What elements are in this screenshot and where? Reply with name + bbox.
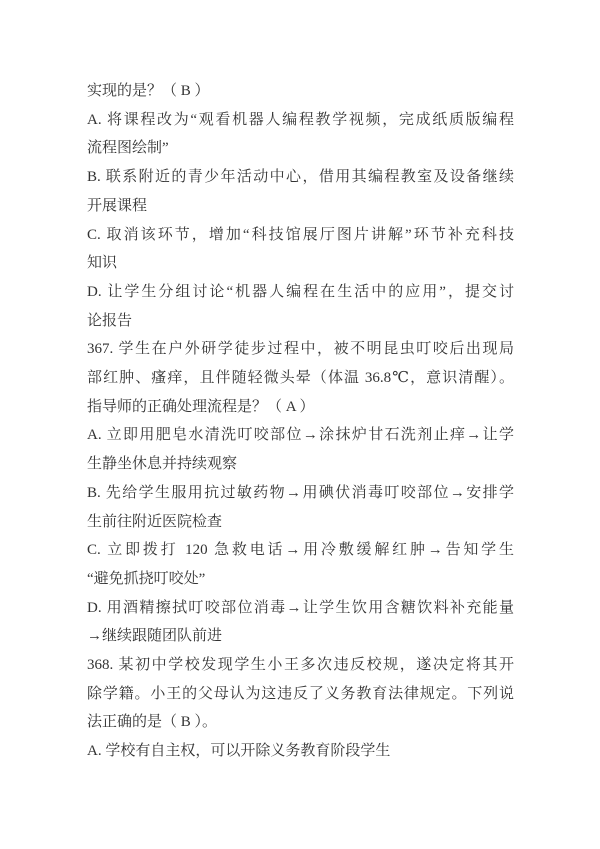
text-line: 367. 学生在户外研学徒步过程中，被不明昆虫叮咬后出现局	[87, 341, 514, 358]
text-line: D. 让学生分组讨论“机器人编程在生活中的应用”，提交讨	[87, 283, 514, 300]
text-line: 论报告	[87, 312, 133, 329]
text-line: 指导师的正确处理流程是？（ A ）	[87, 398, 315, 415]
text-line: 除学籍。小王的父母认为这违反了义务教育法律规定。下列说	[87, 685, 514, 702]
text-line: C. 取消该环节，增加“科技馆展厅图片讲解”环节补充科技	[87, 226, 514, 243]
text-line: D. 用酒精擦拭叮咬部位消毒→让学生饮用含糖饮料补充能量	[87, 599, 514, 616]
text-line: 生静坐休息并持续观察	[87, 456, 238, 473]
document-content	[87, 77, 514, 766]
section-question-366-continuation	[87, 77, 514, 335]
text-line: A. 学校有自主权，可以开除义务教育阶段学生	[87, 743, 391, 760]
text-line: C. 立即拨打 120 急救电话→用冷敷缓解红肿→告知学生	[87, 542, 514, 559]
text-line: “避免抓挠叮咬处”	[87, 570, 206, 587]
text-line: →继续跟随团队前进	[87, 628, 223, 645]
text-line: B. 先给学生服用抗过敏药物→用碘伏消毒叮咬部位→安排学	[87, 484, 514, 501]
text-line: 实现的是？（ B ）	[87, 83, 210, 99]
section-question-367	[87, 335, 514, 651]
text-line: 生前往附近医院检查	[87, 513, 223, 530]
text-line: A. 将课程改为“观看机器人编程教学视频，完成纸质版编程	[87, 111, 514, 128]
text-line: 知识	[87, 255, 118, 272]
text-line: A. 立即用肥皂水清洗叮咬部位→涂抹炉甘石洗剂止痒→让学	[87, 427, 514, 444]
text-line: B. 联系附近的青少年活动中心，借用其编程教室及设备继续	[87, 169, 514, 186]
text-line: 开展课程	[87, 197, 148, 214]
text-line: 368. 某初中学校发现学生小王多次违反校规，遂决定将其开	[87, 657, 514, 674]
text-line: 法正确的是（ B ）。	[87, 714, 218, 731]
text-line: 部红肿、瘙痒，且伴随轻微头晕（体温 36.8℃，意识清醒）。	[87, 370, 514, 387]
section-question-368	[87, 651, 514, 766]
text-line: 流程图绘制”	[87, 140, 169, 157]
